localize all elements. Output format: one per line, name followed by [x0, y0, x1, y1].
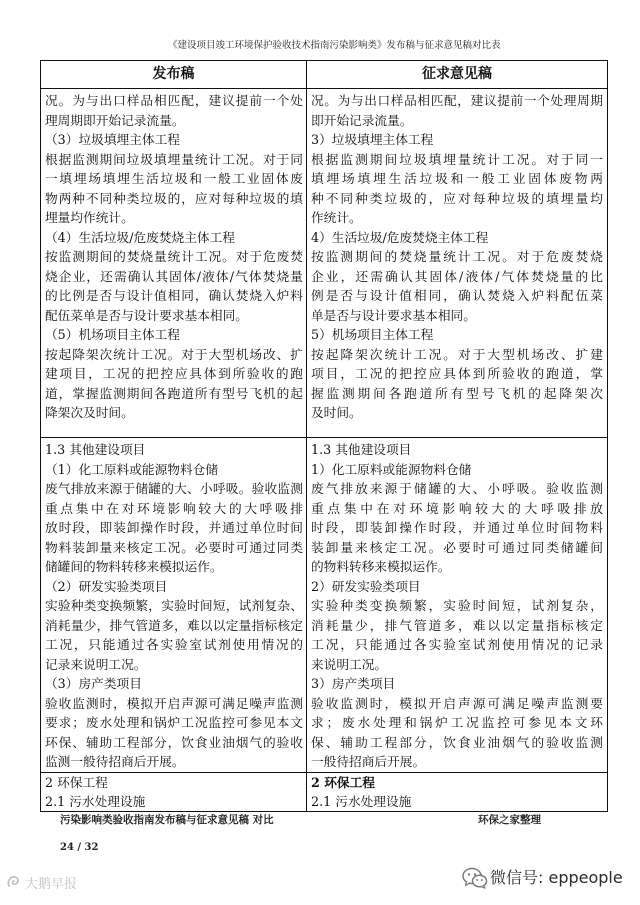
table-row	[41, 773, 607, 811]
cell-line: 的比例是否与设计值相同，确认焚烧入炉料	[45, 288, 303, 303]
cell-line: 保、辅助工程部分，饮食业油烟气的验收监测	[311, 734, 603, 750]
section-heading: 3）垃圾填埋主体工程	[311, 132, 434, 147]
cell-line: 重点集中在对环境影响较大的大呼吸排放	[311, 500, 603, 516]
cell-line: 验收监测时，模拟开启声源可满足噪声监测	[45, 695, 303, 711]
section-heading: 2.1 污水处理设施	[45, 794, 146, 809]
cell-line: 根据监测期间垃圾填埋量统计工况。对于同一	[311, 151, 603, 167]
draft-cell	[307, 89, 607, 437]
cell-line: 实验种类变换频繁，实验时间短，试剂复杂，	[311, 598, 603, 613]
comparison-table	[40, 60, 608, 812]
cell-line: 配伍菜单是否与设计要求基本相同。	[45, 307, 248, 323]
section-heading: 2 环保工程	[311, 775, 375, 790]
cell-line: 要求；废水处理和锅炉工况监控可参见本文	[45, 715, 303, 730]
column-header-draft: 征求意见稿	[422, 66, 492, 82]
cell-line: 工况，只能通过各实验室试剂使用情况的记录	[311, 637, 603, 652]
cell-line: 项目，工况的把控应具体到所验收的跑道，掌	[311, 366, 603, 381]
document-header-title: 《建设项目竣工环境保护验收技术指南污染影响类》发布稿与征求意见稿对比表	[168, 40, 501, 51]
section-heading: 1）化工原料或能源物料仓储	[311, 461, 472, 477]
cell-line: 记录来说明工况。	[45, 656, 147, 672]
cell-line: 况。为与出口样品相匹配，建议提前一个处理周期	[311, 93, 603, 108]
cell-line: 来说明工况。	[311, 656, 388, 672]
cell-line: 工况，只能通过各实验室试剂使用情况的	[45, 637, 303, 652]
watermark-logo	[6, 872, 77, 892]
cell-line: 况。为与出口样品相匹配，建议提前一个处	[45, 93, 303, 108]
section-heading: 1.3 其他建设项目	[45, 442, 146, 457]
cell-line: 即开始记录流量。	[311, 112, 413, 128]
cell-line: 种不同种类垃圾的，应对每种垃圾的填埋量均	[311, 190, 603, 206]
cell-line: 按监测期间的焚烧量统计工况。对于危废焚	[45, 249, 303, 264]
published-cell	[41, 438, 307, 772]
cell-line: 烧企业，还需确认其固体/液体/气体焚烧量	[45, 268, 303, 284]
cell-line: 建项目，工况的把控应具体到所验收的跑	[45, 366, 303, 381]
cell-line: 根据监测期间垃圾填埋量统计工况。对于同	[45, 151, 303, 167]
section-heading: （3）垃圾填埋主体工程	[45, 132, 180, 147]
cell-line: 例是否与设计值相同，确认焚烧入炉料配伍菜	[311, 288, 603, 303]
cell-line: 按起降架次统计工况。对于大型机场改、扩建	[311, 346, 603, 362]
cell-line: 道，掌握监测期间各跑道所有型号飞机的起	[45, 385, 303, 401]
section-heading: 1.3 其他建设项目	[311, 442, 412, 457]
table-row	[41, 89, 607, 438]
draft-cell	[307, 438, 607, 772]
cell-line: 废气排放来源于储罐的大、小呼吸。验收监测	[45, 481, 303, 496]
section-heading: 4）生活垃圾/危废焚烧主体工程	[311, 229, 489, 245]
cell-line: 单是否与设计要求基本相同。	[311, 307, 476, 323]
section-heading: 2.1 污水处理设施	[311, 794, 412, 809]
cell-line: 实验种类变换频繁，实验时间短，试剂复杂、	[45, 598, 303, 613]
page-number: 24 / 32	[60, 842, 99, 853]
section-heading: （3）房产类项目	[45, 676, 142, 691]
cell-line: 储罐间的物料转移来模拟运作。	[45, 559, 223, 574]
watermark-logo-text: 大鹅早报	[25, 876, 78, 892]
section-heading: （5）机场项目主体工程	[45, 327, 180, 342]
cell-line: 监测一般待招商后开展。	[45, 754, 185, 769]
table-row	[41, 438, 607, 773]
cell-line: 装卸量来核定工况。必要时可通过同类储罐间	[311, 539, 603, 555]
cell-line: 物料装卸量来核定工况。必要时可通过同类	[45, 539, 303, 555]
cell-line: 握监测期间各跑道所有型号飞机的起降架次	[311, 385, 603, 401]
cell-line: 理周期即开始记录流量。	[45, 112, 185, 128]
cell-line: 消耗量少，排气管道多，难以以定量指标核定	[311, 617, 603, 633]
cell-line: 企业，还需确认其固体/液体/气体焚烧量的比	[311, 268, 603, 284]
draft-cell	[307, 773, 607, 811]
cell-line: 埋量均作统计。	[45, 210, 134, 225]
swirl-logo-icon	[6, 874, 22, 890]
footer-compiler-label: 环保之家整理	[478, 814, 541, 826]
section-heading: （1）化工原料或能源物料仓储	[45, 461, 219, 477]
cell-line: 按监测期间的焚烧量统计工况。对于危废焚烧	[311, 249, 603, 264]
section-heading: 3）房产类项目	[311, 676, 396, 691]
section-heading: 2）研发实验类项目	[311, 578, 421, 594]
section-heading: 2 环保工程	[45, 775, 108, 790]
cell-line: 一填埋场填埋生活垃圾和一般工业固体废	[45, 171, 303, 186]
wechat-icon	[462, 867, 488, 889]
column-header-published: 发布稿	[41, 61, 307, 88]
published-cell	[41, 89, 307, 437]
cell-line: 环保、辅助工程部分，饮食业油烟气的验收	[45, 734, 303, 750]
cell-line: 时段，即装卸操作时段，并通过单位时间物料	[311, 520, 603, 535]
published-cell	[41, 773, 307, 811]
wechat-account-text: 微信号: eppeople	[490, 868, 623, 887]
cell-line: 物两种不同种类垃圾的，应对每种垃圾的填	[45, 190, 303, 206]
cell-line: 填埋场填埋生活垃圾和一般工业固体废物两	[311, 171, 603, 186]
section-heading: 5）机场项目主体工程	[311, 327, 434, 342]
footer-document-label: 污染影响类验收指南发布稿与征求意见稿 对比	[60, 814, 274, 826]
cell-line: 废气排放来源于储罐的大、小呼吸。验收监测	[311, 481, 603, 496]
section-heading: （4）生活垃圾/危废焚烧主体工程	[45, 229, 235, 245]
table-header-row	[41, 61, 607, 89]
cell-line: 按起降架次统计工况。对于大型机场改、扩	[45, 346, 303, 362]
cell-line: 及时间。	[311, 405, 362, 420]
cell-line: 一般待招商后开展。	[311, 754, 426, 769]
cell-line: 放时段，即装卸操作时段，并通过单位时间	[45, 520, 303, 535]
cell-line: 降架次及时间。	[45, 405, 134, 420]
cell-line: 作统计。	[311, 210, 362, 225]
cell-line: 验收监测时，模拟开启声源可满足噪声监测要	[311, 695, 603, 711]
cell-line: 的物料转移来模拟运作。	[311, 559, 451, 574]
cell-line: 消耗量少，排气管道多，难以以定量指标核定	[45, 617, 303, 633]
section-heading: （2）研发实验类项目	[45, 578, 168, 594]
cell-line: 求；废水处理和锅炉工况监控可参见本文环	[311, 715, 603, 730]
cell-line: 重点集中在对环境影响较大的大呼吸排	[45, 500, 303, 516]
